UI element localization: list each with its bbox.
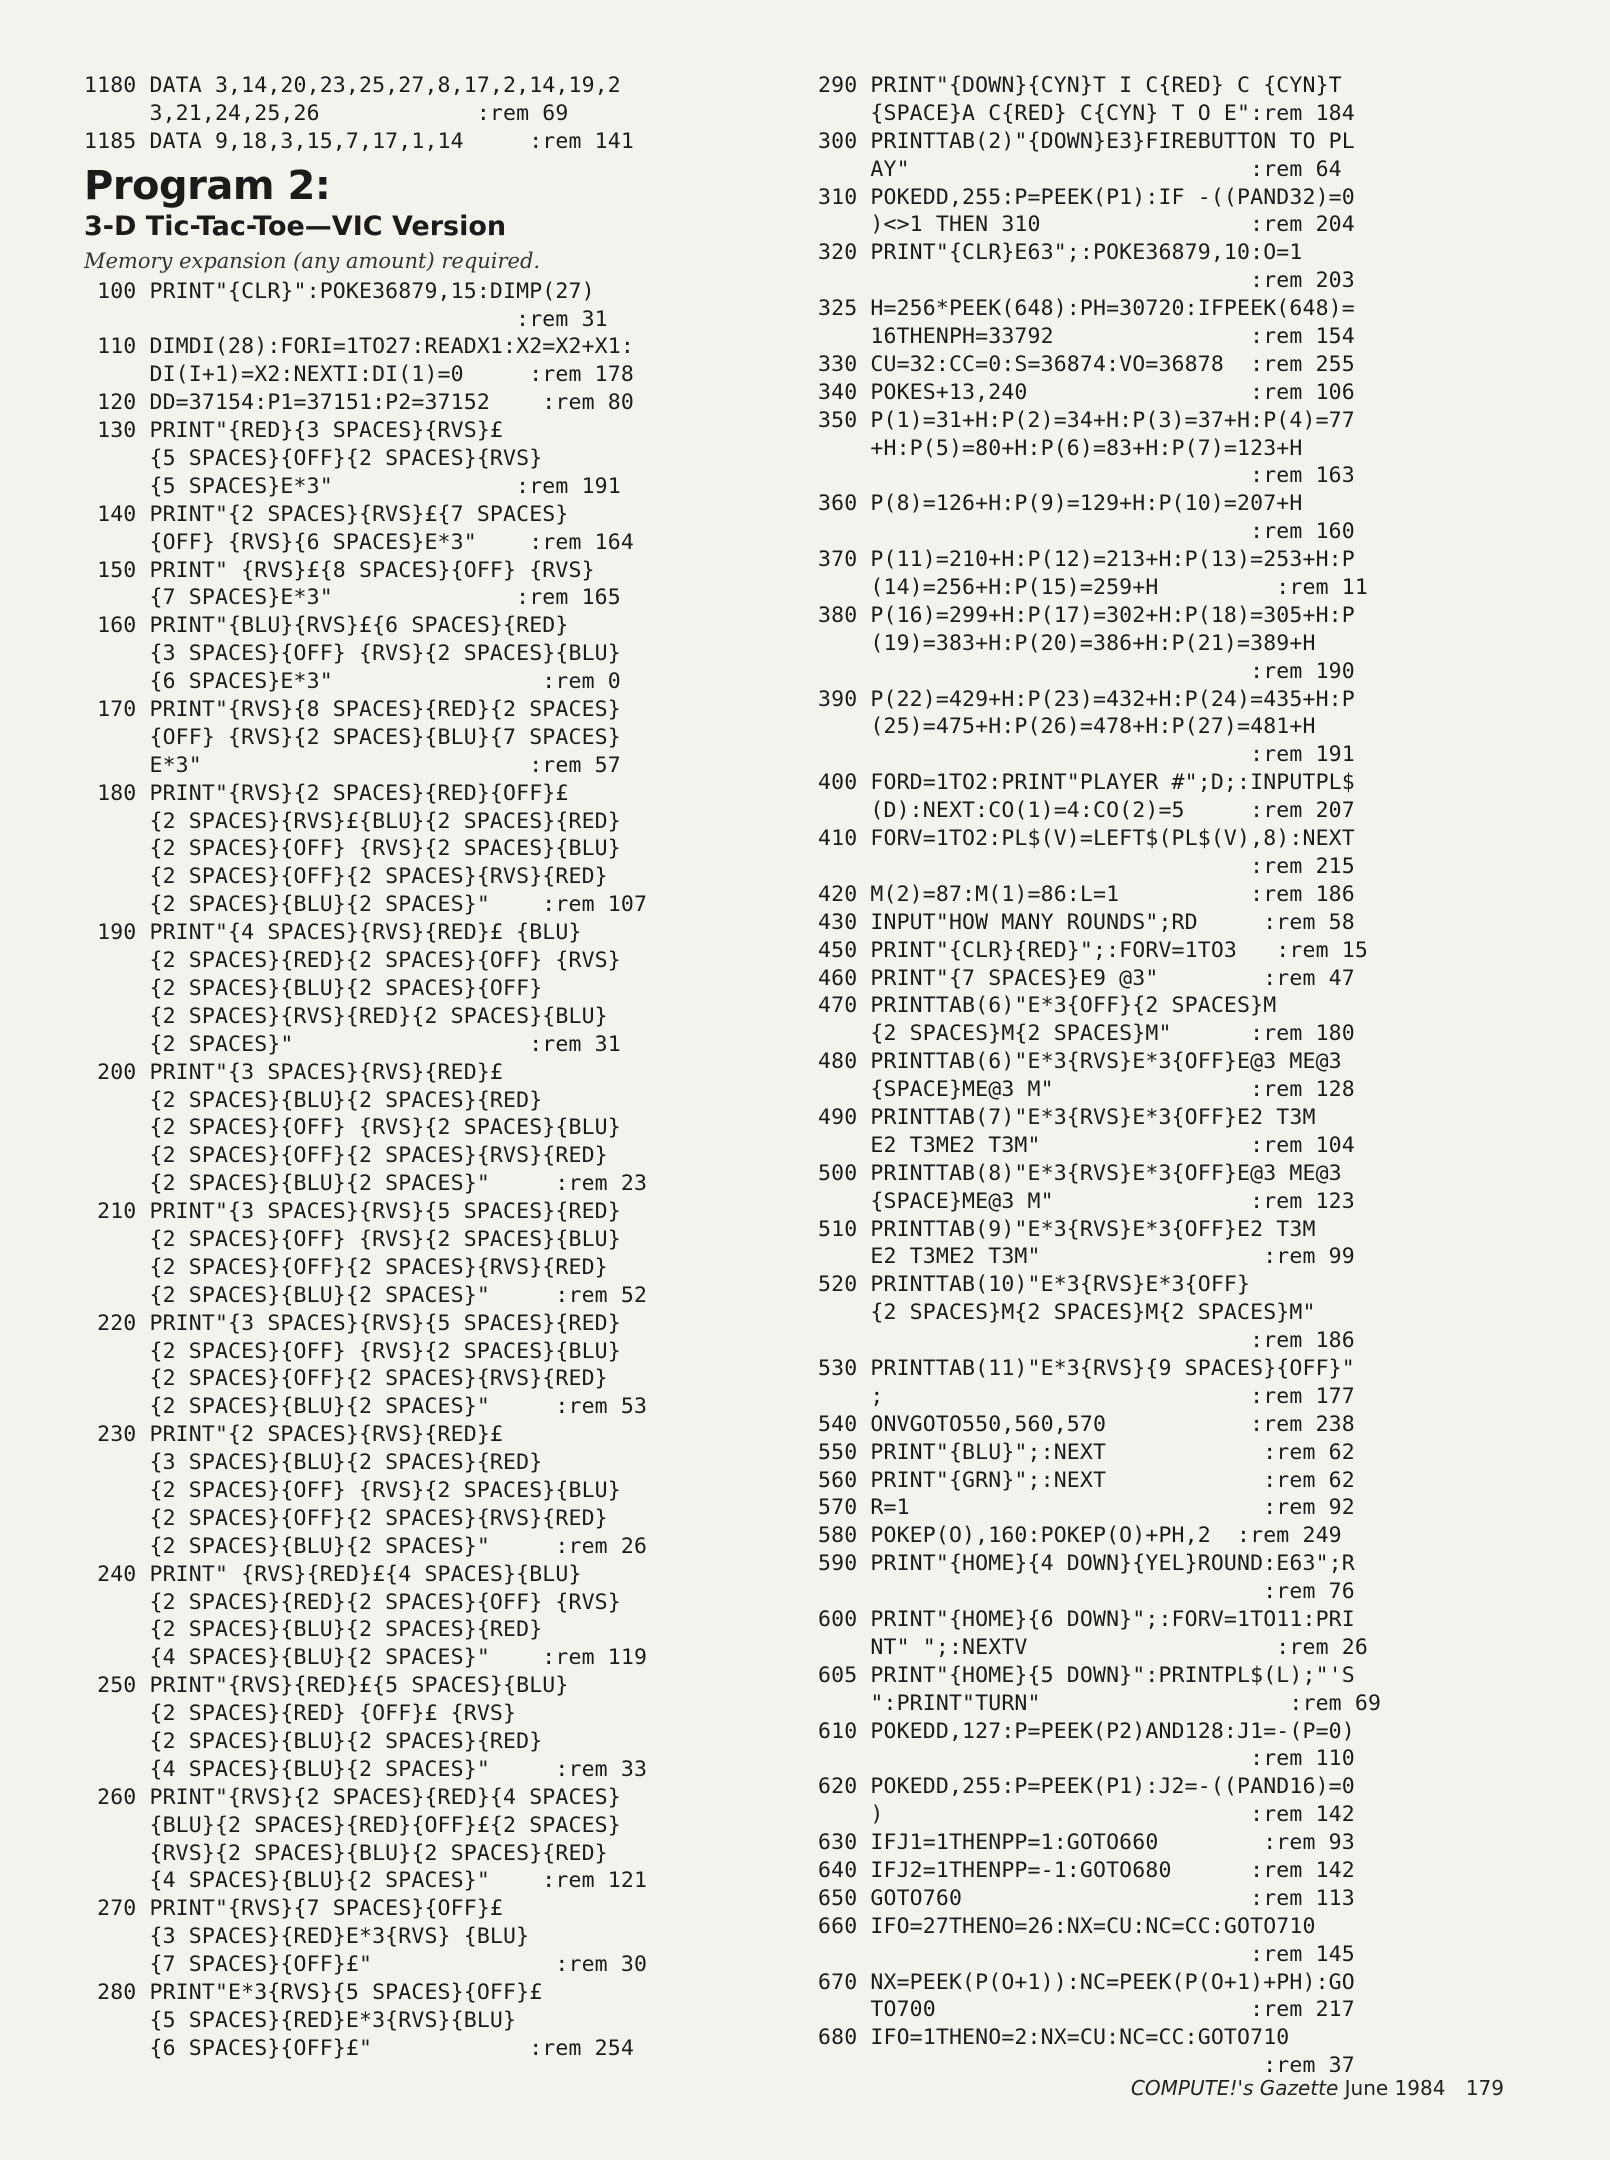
code-line: {7 SPACES}{OFF}£" :rem 30 [84,1952,648,1978]
code-line: {2 SPACES}{OFF} {RVS}{2 SPACES}{BLU} [84,836,621,862]
code-line: 510 PRINTTAB(9)"E*3{RVS}E*3{OFF}E2 T3M [818,1216,1316,1242]
code-line: {2 SPACES}{OFF} {RVS}{2 SPACES}{BLU} [84,1115,621,1141]
code-line: {6 SPACES}E*3" :rem 0 [84,669,621,695]
code-line: 600 PRINT"{HOME}{6 DOWN}";:FORV=1TO11:PRI [818,1606,1355,1632]
code-line: :rem 190 [818,658,1355,684]
code-line: {2 SPACES}{OFF}{2 SPACES}{RVS}{RED} [84,1254,608,1280]
code-line: 540 ONVGOTO550,560,570 :rem 238 [818,1411,1355,1437]
code-line: 210 PRINT"{3 SPACES}{RVS}{5 SPACES}{RED} [84,1199,621,1225]
code-line: {2 SPACES}{RVS}{RED}{2 SPACES}{BLU} [84,1003,608,1029]
code-line: {SPACE}ME@3 M" :rem 123 [818,1188,1355,1214]
code-line: 350 P(1)=31+H:P(2)=34+H:P(3)=37+H:P(4)=77 [818,407,1355,433]
code-line: {2 SPACES}{RED}{2 SPACES}{OFF} {RVS} [84,1589,621,1615]
code-line: {2 SPACES}{BLU}{2 SPACES}" :rem 23 [84,1171,648,1197]
page-footer [1131,2076,1504,2100]
code-line: :rem 37 [818,2053,1355,2079]
program-subtitle: 3-D Tic-Tac-Toe—VIC Version [84,210,507,242]
code-line: {2 SPACES}M{2 SPACES}M{2 SPACES}M" [818,1300,1316,1326]
code-line: {2 SPACES}{OFF} {RVS}{2 SPACES}{BLU} [84,1338,621,1364]
code-line: 390 P(22)=429+H:P(23)=432+H:P(24)=435+H:P [818,686,1355,712]
code-line: 300 PRINTTAB(2)"{DOWN}E3}FIREBUTTON TO PL [818,128,1355,154]
code-line: {OFF} {RVS}{2 SPACES}{BLU}{7 SPACES} [84,724,621,750]
code-line: {2 SPACES}{OFF}{2 SPACES}{RVS}{RED} [84,1143,608,1169]
code-line: 490 PRINTTAB(7)"E*3{RVS}E*3{OFF}E2 T3M [818,1104,1316,1130]
code-line: )<>1 THEN 310 :rem 204 [818,212,1355,238]
code-line: {BLU}{2 SPACES}{RED}{OFF}£{2 SPACES} [84,1812,621,1838]
code-line: 3,21,24,25,26 :rem 69 [84,100,569,126]
code-line: 580 POKEP(O),160:POKEP(O)+PH,2 :rem 249 [818,1523,1342,1549]
code-line: {2 SPACES}{BLU}{2 SPACES}" :rem 26 [84,1533,648,1559]
code-line: 650 GOTO760 :rem 113 [818,1885,1355,1911]
code-line: 325 H=256*PEEK(648):PH=30720:IFPEEK(648)= [818,296,1355,322]
code-line: ":PRINT"TURN" :rem 69 [818,1690,1382,1716]
code-line: :rem 160 [818,519,1355,545]
magazine-name: COMPUTE!'s Gazette [1130,2076,1339,2100]
code-line: {5 SPACES}{OFF}{2 SPACES}{RVS} [84,446,543,472]
code-line: {4 SPACES}{BLU}{2 SPACES}" :rem 119 [84,1645,648,1671]
code-line: 605 PRINT"{HOME}{5 DOWN}":PRINTPL$(L);"'S [818,1662,1355,1688]
code-line: 420 M(2)=87:M(1)=86:L=1 :rem 186 [818,881,1355,907]
code-line: 1180 DATA 3,14,20,23,25,27,8,17,2,14,19,2 [84,73,621,98]
code-line: 290 PRINT"{DOWN}{CYN}T I C{RED} C {CYN}T [818,73,1342,98]
code-line: AY" :rem 64 [818,156,1342,182]
code-line: E2 T3ME2 T3M" :rem 99 [818,1244,1355,1270]
code-line: 470 PRINTTAB(6)"E*3{OFF}{2 SPACES}M [818,993,1277,1019]
code-line: TO700 :rem 217 [818,1997,1355,2023]
code-line: 310 POKEDD,255:P=PEEK(P1):IF -((PAND32)=0 [818,184,1355,210]
code-line: {2 SPACES}{OFF} {RVS}{2 SPACES}{BLU} [84,1226,621,1252]
code-line: {6 SPACES}{OFF}£" :rem 254 [84,2035,634,2061]
code-line: {3 SPACES}{BLU}{2 SPACES}{RED} [84,1450,543,1476]
code-line: {2 SPACES}{OFF}{2 SPACES}{RVS}{RED} [84,864,608,890]
code-line: 150 PRINT" {RVS}£{8 SPACES}{OFF} {RVS} [84,557,595,583]
code-line: {5 SPACES}{RED}E*3{RVS}{BLU} [84,2007,517,2033]
code-line: {4 SPACES}{BLU}{2 SPACES}" :rem 121 [84,1868,648,1894]
code-line: :rem 145 [818,1941,1355,1967]
right-column [818,72,1508,2080]
code-line: E*3" :rem 57 [84,752,621,778]
code-line: :rem 31 [84,306,608,332]
code-line: 450 PRINT"{CLR}{RED}";:FORV=1TO3 :rem 15 [818,937,1368,963]
code-line: {5 SPACES}E*3" :rem 191 [84,473,621,499]
code-line: 680 IFO=1THENO=2:NX=CU:NC=CC:GOTO710 [818,2025,1290,2051]
code-line: {2 SPACES}" :rem 31 [84,1031,621,1057]
code-line: 670 NX=PEEK(P(O+1)):NC=PEEK(P(O+1)+PH):GO [818,1969,1355,1995]
code-line: 520 PRINTTAB(10)"E*3{RVS}E*3{OFF} [818,1272,1251,1298]
code-line: :rem 203 [818,268,1355,294]
page-number: 179 [1465,2076,1504,2100]
code-line: {7 SPACES}E*3" :rem 165 [84,585,621,611]
code-line: {3 SPACES}{RED}E*3{RVS} {BLU} [84,1924,530,1950]
code-line: {2 SPACES}{BLU}{2 SPACES}" :rem 52 [84,1282,648,1308]
code-line: (D):NEXT:CO(1)=4:CO(2)=5 :rem 207 [818,798,1355,824]
code-line: 140 PRINT"{2 SPACES}{RVS}£{7 SPACES} [84,501,569,527]
code-line: 330 CU=32:CC=0:S=36874:VO=36878 :rem 255 [818,351,1355,377]
code-line: 16THENPH=33792 :rem 154 [818,324,1355,350]
program-listing-right [818,72,1508,2080]
code-line: :rem 191 [818,742,1355,768]
code-line: 480 PRINTTAB(6)"E*3{RVS}E*3{OFF}E@3 ME@3 [818,1049,1342,1075]
code-line: ) :rem 142 [818,1802,1355,1828]
program-listing-left [84,278,776,2063]
code-line: 160 PRINT"{BLU}{RVS}£{6 SPACES}{RED} [84,613,569,639]
code-line: {4 SPACES}{BLU}{2 SPACES}" :rem 33 [84,1756,648,1782]
code-line: {2 SPACES}{RED}{2 SPACES}{OFF} {RVS} [84,948,621,974]
code-line: 320 PRINT"{CLR}E63";:POKE36879,10:O=1 [818,240,1303,266]
code-line: 380 P(16)=299+H:P(17)=302+H:P(18)=305+H:P [818,602,1355,628]
code-line: 240 PRINT" {RVS}{RED}£{4 SPACES}{BLU} [84,1561,582,1587]
code-line: 130 PRINT"{RED}{3 SPACES}{RVS}£ [84,418,504,444]
program-heading: Program 2: [84,162,331,209]
code-line: {2 SPACES}M{2 SPACES}M" :rem 180 [818,1021,1355,1047]
code-line: 640 IFJ2=1THENPP=-1:GOTO680 :rem 142 [818,1858,1355,1883]
listing-continuation [84,72,776,156]
code-line: :rem 163 [818,463,1355,489]
code-line: DI(I+1)=X2:NEXTI:DI(1)=0 :rem 178 [84,362,634,388]
code-line: 610 POKEDD,127:P=PEEK(P2)AND128:J1=-(P=0) [818,1718,1355,1744]
code-line: 170 PRINT"{RVS}{8 SPACES}{RED}{2 SPACES} [84,697,621,723]
code-line: E2 T3ME2 T3M" :rem 104 [818,1132,1355,1158]
code-line: (14)=256+H:P(15)=259+H :rem 11 [818,575,1368,601]
code-line: 460 PRINT"{7 SPACES}E9 @3" :rem 47 [818,965,1355,991]
code-line: 570 R=1 :rem 92 [818,1495,1355,1521]
code-line: 180 PRINT"{RVS}{2 SPACES}{RED}{OFF}£ [84,780,569,806]
code-line: {SPACE}A C{RED} C{CYN} T O E":rem 184 [818,100,1355,126]
code-line: 410 FORV=1TO2:PL$(V)=LEFT$(PL$(V),8):NEXT [818,826,1355,852]
code-line: NT" ";:NEXTV :rem 26 [818,1634,1368,1660]
program-requirement-note: Memory expansion (any amount) required. [84,248,541,273]
code-line: 370 P(11)=210+H:P(12)=213+H:P(13)=253+H:P [818,547,1355,573]
code-line: {2 SPACES}{BLU}{2 SPACES}{RED} [84,1087,543,1113]
code-line: 560 PRINT"{GRN}";:NEXT :rem 62 [818,1467,1355,1493]
code-line: {2 SPACES}{RVS}£{BLU}{2 SPACES}{RED} [84,808,621,834]
code-line: :rem 110 [818,1746,1355,1772]
code-line: {SPACE}ME@3 M" :rem 128 [818,1077,1355,1103]
code-line: 620 POKEDD,255:P=PEEK(P1):J2=-((PAND16)=0 [818,1774,1355,1800]
code-line: {2 SPACES}{OFF} {RVS}{2 SPACES}{BLU} [84,1477,621,1503]
code-line: 660 IFO=27THENO=26:NX=CU:NC=CC:GOTO710 [818,1913,1316,1939]
code-line: {2 SPACES}{OFF}{2 SPACES}{RVS}{RED} [84,1505,608,1531]
code-line: 1185 DATA 9,18,3,15,7,17,1,14 :rem 141 [84,128,634,154]
code-line: 280 PRINT"E*3{RVS}{5 SPACES}{OFF}£ [84,1980,543,2005]
code-line: 530 PRINTTAB(11)"E*3{RVS}{9 SPACES}{OFF}" [818,1355,1355,1381]
code-line: 260 PRINT"{RVS}{2 SPACES}{RED}{4 SPACES} [84,1784,621,1810]
code-line: {2 SPACES}{BLU}{2 SPACES}" :rem 53 [84,1394,648,1420]
code-line: (19)=383+H:P(20)=386+H:P(21)=389+H [818,630,1316,656]
code-line: {2 SPACES}{BLU}{2 SPACES}{RED} [84,1617,543,1643]
code-line: 340 POKES+13,240 :rem 106 [818,379,1355,405]
code-line: ; :rem 177 [818,1383,1355,1409]
code-line: 360 P(8)=126+H:P(9)=129+H:P(10)=207+H [818,491,1303,517]
code-line: {2 SPACES}{RED} {OFF}£ {RVS} [84,1701,517,1727]
code-line: 190 PRINT"{4 SPACES}{RVS}{RED}£ {BLU} [84,920,582,946]
code-line: :rem 215 [818,853,1355,879]
code-line: 200 PRINT"{3 SPACES}{RVS}{RED}£ [84,1059,504,1085]
code-line: :rem 186 [818,1328,1355,1354]
code-line: {3 SPACES}{OFF} {RVS}{2 SPACES}{BLU} [84,641,621,667]
code-line: {RVS}{2 SPACES}{BLU}{2 SPACES}{RED} [84,1840,608,1866]
code-line: 270 PRINT"{RVS}{7 SPACES}{OFF}£ [84,1896,504,1922]
code-line: {2 SPACES}{BLU}{2 SPACES}{RED} [84,1728,543,1754]
code-line: 110 DIMDI(28):FORI=1TO27:READX1:X2=X2+X1: [84,334,634,360]
code-line: 430 INPUT"HOW MANY ROUNDS";RD :rem 58 [818,909,1355,935]
code-line: {2 SPACES}{BLU}{2 SPACES}" :rem 107 [84,892,648,918]
code-line: 250 PRINT"{RVS}{RED}£{5 SPACES}{BLU} [84,1673,569,1699]
code-line: (25)=475+H:P(26)=478+H:P(27)=481+H [818,714,1316,740]
code-line: {2 SPACES}{OFF}{2 SPACES}{RVS}{RED} [84,1366,608,1392]
issue-date: June 1984 [1344,2076,1446,2100]
code-line: {2 SPACES}{BLU}{2 SPACES}{OFF} [84,975,543,1001]
left-column [84,72,776,2063]
code-line: 500 PRINTTAB(8)"E*3{RVS}E*3{OFF}E@3 ME@3 [818,1160,1342,1186]
code-line: 100 PRINT"{CLR}":POKE36879,15:DIMP(27) [84,278,595,304]
code-line: +H:P(5)=80+H:P(6)=83+H:P(7)=123+H [818,435,1303,461]
code-line: 590 PRINT"{HOME}{4 DOWN}{YEL}ROUND:E63";R [818,1551,1355,1577]
code-line: 120 DD=37154:P1=37151:P2=37152 :rem 80 [84,390,634,416]
code-line: 230 PRINT"{2 SPACES}{RVS}{RED}£ [84,1422,504,1448]
code-line: 220 PRINT"{3 SPACES}{RVS}{5 SPACES}{RED} [84,1310,621,1336]
code-line: 400 FORD=1TO2:PRINT"PLAYER #";D;:INPUTPL$ [818,770,1355,796]
code-line: 630 IFJ1=1THENPP=1:GOTO660 :rem 93 [818,1830,1355,1856]
code-line: {OFF} {RVS}{6 SPACES}E*3" :rem 164 [84,529,634,555]
code-line: 550 PRINT"{BLU}";:NEXT :rem 62 [818,1439,1355,1465]
code-line: :rem 76 [818,1579,1355,1605]
